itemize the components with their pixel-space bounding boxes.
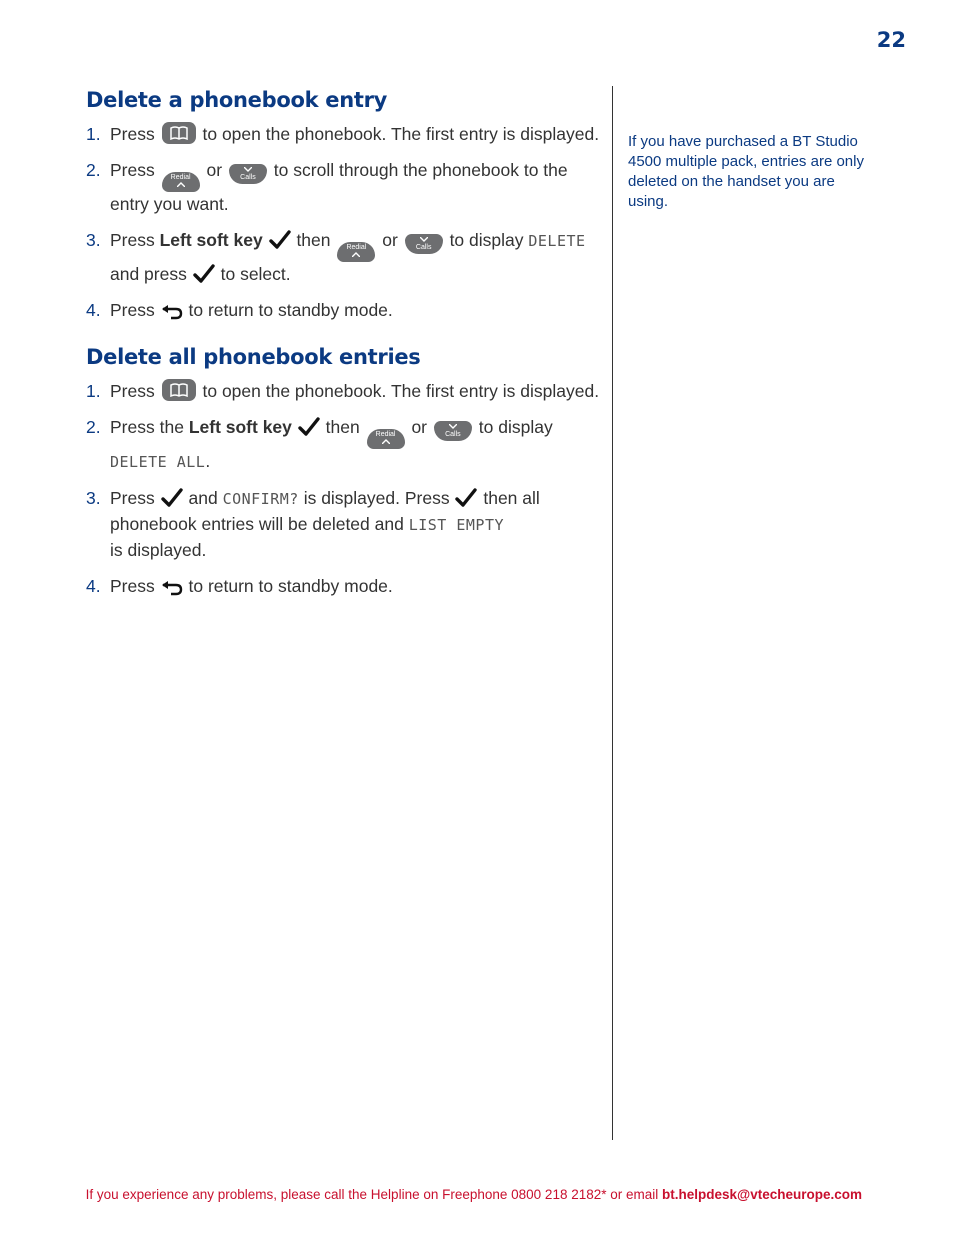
step-1: 1. Press to open the phonebook. The first entry is displayed. — [86, 381, 600, 401]
phonebook-button-icon — [162, 379, 196, 401]
footer-text: If you experience any problems, please call the Helpline on Freephone 0800 218 2182* or email — [85, 1187, 659, 1202]
redial-up-button-icon: Redial — [337, 242, 375, 262]
lcd-text-list-empty: LIST EMPTY — [408, 516, 505, 534]
step-1: 1. Press to open the phonebook. The first entry is displayed. — [86, 124, 600, 144]
step-2: 2. Press the Left soft key then Redial or Calls to display DELETE ALL. — [86, 417, 553, 471]
check-icon — [161, 488, 183, 508]
lcd-text-delete: DELETE — [528, 232, 586, 250]
steps-delete-entry — [86, 122, 606, 323]
step-4: 4. Press to return to standby mode. — [86, 300, 393, 320]
check-icon — [269, 230, 291, 250]
step-4: 4. Press to return to standby mode. — [86, 576, 393, 596]
main-content — [86, 88, 606, 610]
section-title-delete-entry: Delete a phonebook entry — [86, 88, 388, 112]
page-number: 22 — [876, 28, 906, 52]
column-divider — [612, 86, 613, 1140]
steps-delete-all — [86, 379, 606, 599]
footer-helpline — [0, 1187, 862, 1202]
check-icon — [298, 417, 320, 437]
check-icon — [455, 488, 477, 508]
calls-down-button-icon: Calls — [229, 164, 267, 184]
redial-up-button-icon: Redial — [162, 172, 200, 192]
back-arrow-icon — [161, 304, 183, 320]
footer-email-link[interactable]: bt.helpdesk@vtecheurope.com — [662, 1187, 862, 1202]
back-arrow-icon — [161, 580, 183, 596]
step-3: 3. Press Left soft key then Redial or Calls to display DELETE and press to select. — [86, 230, 586, 284]
phonebook-button-icon — [162, 122, 196, 144]
lcd-text-delete-all: DELETE ALL — [110, 453, 206, 471]
step-2: 2. Press Redial or Calls to scroll through the phonebook to the entry you want. — [86, 160, 568, 214]
calls-down-button-icon: Calls — [405, 234, 443, 254]
lcd-text-confirm: CONFIRM? — [222, 490, 299, 508]
calls-down-button-icon: Calls — [434, 421, 472, 441]
step-3: 3. Press and CONFIRM? is displayed. Press then all phonebook entries will be deleted and LIST EMPTY is displayed. — [86, 488, 540, 560]
redial-up-button-icon: Redial — [367, 429, 405, 449]
side-note: If you have purchased a BT Studio 4500 multiple pack, entries are only deleted on the handset you are using. — [628, 133, 864, 210]
check-icon — [193, 264, 215, 284]
section-title-delete-all: Delete all phonebook entries — [86, 345, 421, 369]
